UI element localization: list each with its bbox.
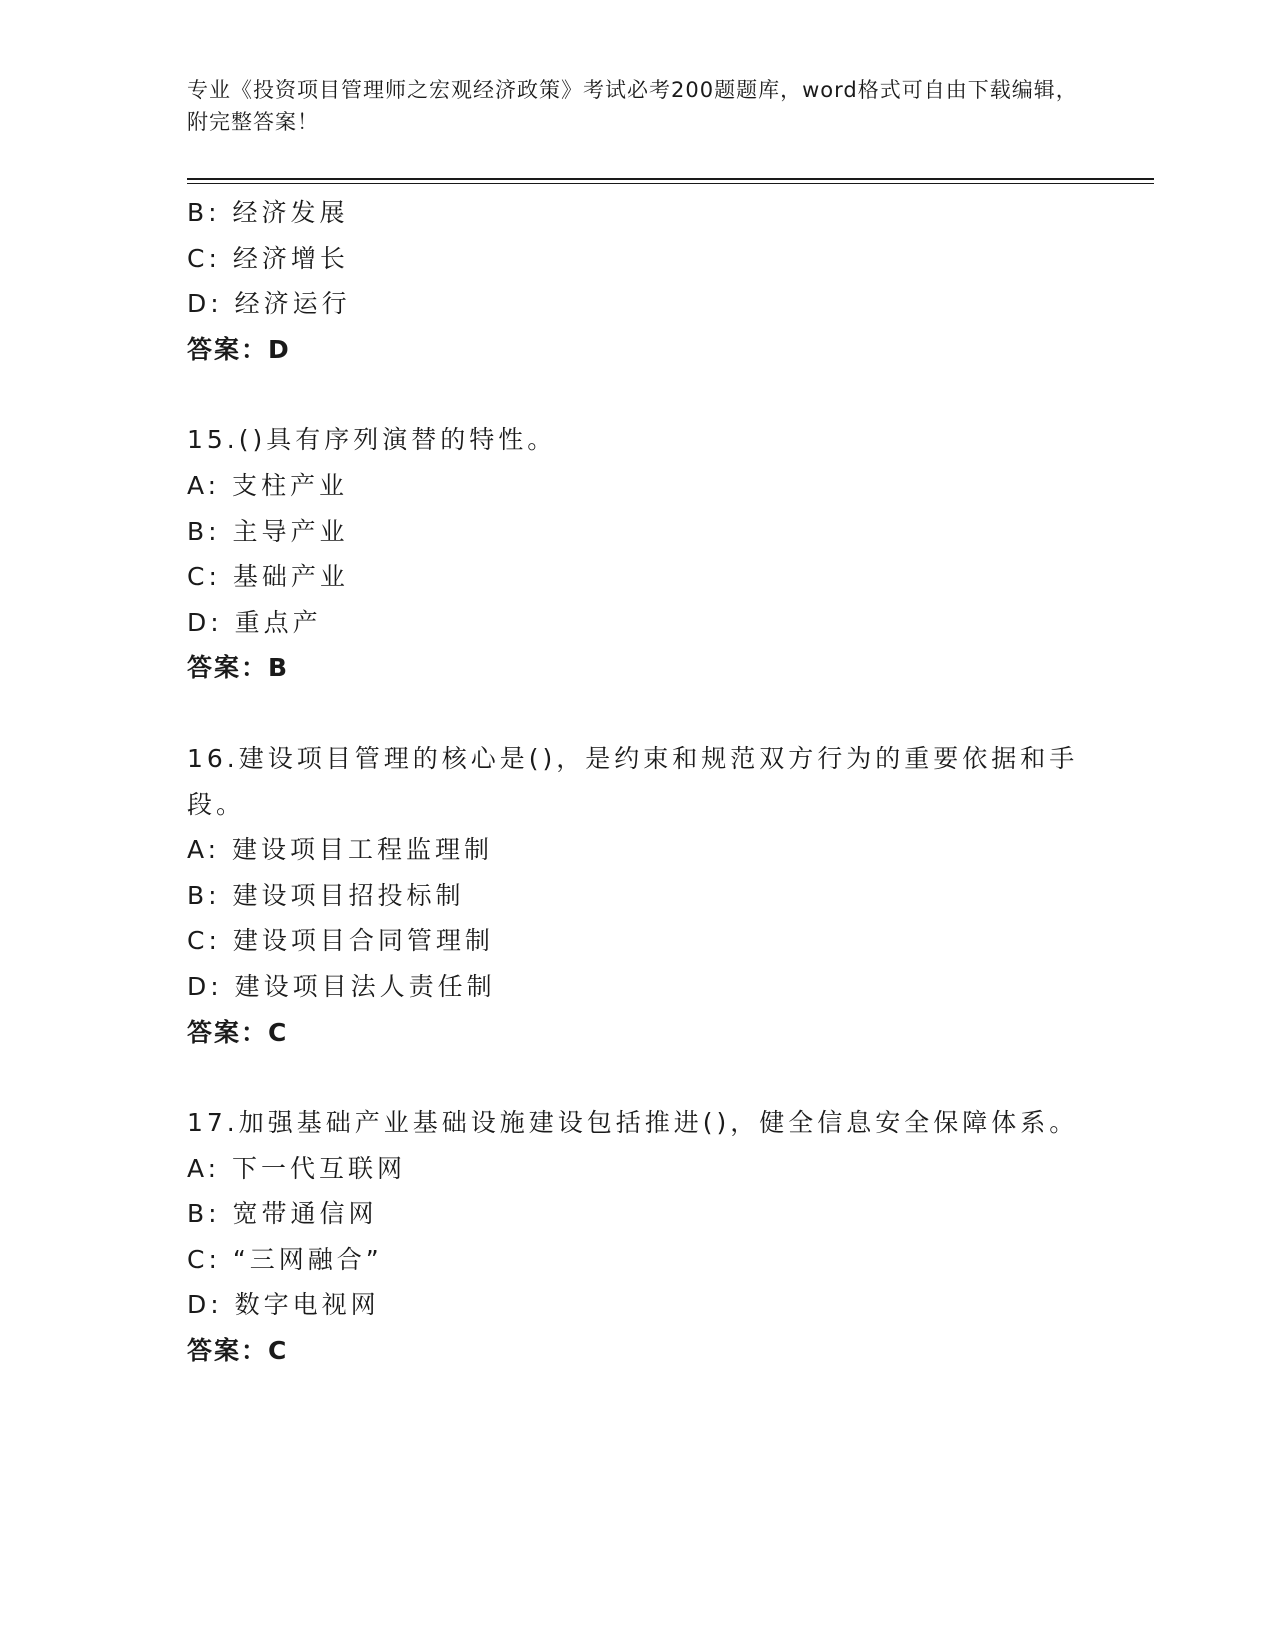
option-b: B: 建设项目招投标制 [187,880,465,910]
question-15 [187,417,1087,691]
option-c: C: “三网融合” [187,1244,383,1274]
option-d: D: 经济运行 [187,289,351,319]
option-a: A: 支柱产业 [187,470,349,500]
option-b: B: 宽带通信网 [187,1199,378,1229]
header-divider [187,178,1154,184]
option-c: C: 建设项目合同管理制 [187,926,494,956]
option-b: B: 主导产业 [187,516,349,546]
answer-line: 答案：B [187,653,290,683]
option-a: A: 建设项目工程监理制 [187,835,494,865]
previous-question-block [187,190,1087,372]
answer-line: 答案：D [187,334,291,364]
option-a: A: 下一代互联网 [187,1153,407,1183]
option-d: D: 数字电视网 [187,1290,380,1320]
answer-line: 答案：C [187,1336,289,1366]
question-16 [187,736,1087,1055]
option-c: C: 基础产业 [187,562,349,592]
option-d: D: 重点产 [187,607,322,637]
question-content [187,190,1087,1374]
option-c: C: 经济增长 [187,243,349,273]
document-header: 专业《投资项目管理师之宏观经济政策》考试必考200题题库，word格式可自由下载编辑，附完整答案！ [187,78,1078,134]
question-text: 16.建设项目管理的核心是()，是约束和规范双方行为的重要依据和手段。 [187,743,1079,819]
question-17 [187,1100,1087,1374]
option-b: B: 经济发展 [187,198,349,227]
answer-line: 答案：C [187,1017,289,1047]
option-d: D: 建设项目法人责任制 [187,971,496,1001]
question-text: 15.()具有序列演替的特性。 [187,425,557,455]
question-text: 17.加强基础产业基础设施建设包括推进()，健全信息安全保障体系。 [187,1108,1079,1138]
